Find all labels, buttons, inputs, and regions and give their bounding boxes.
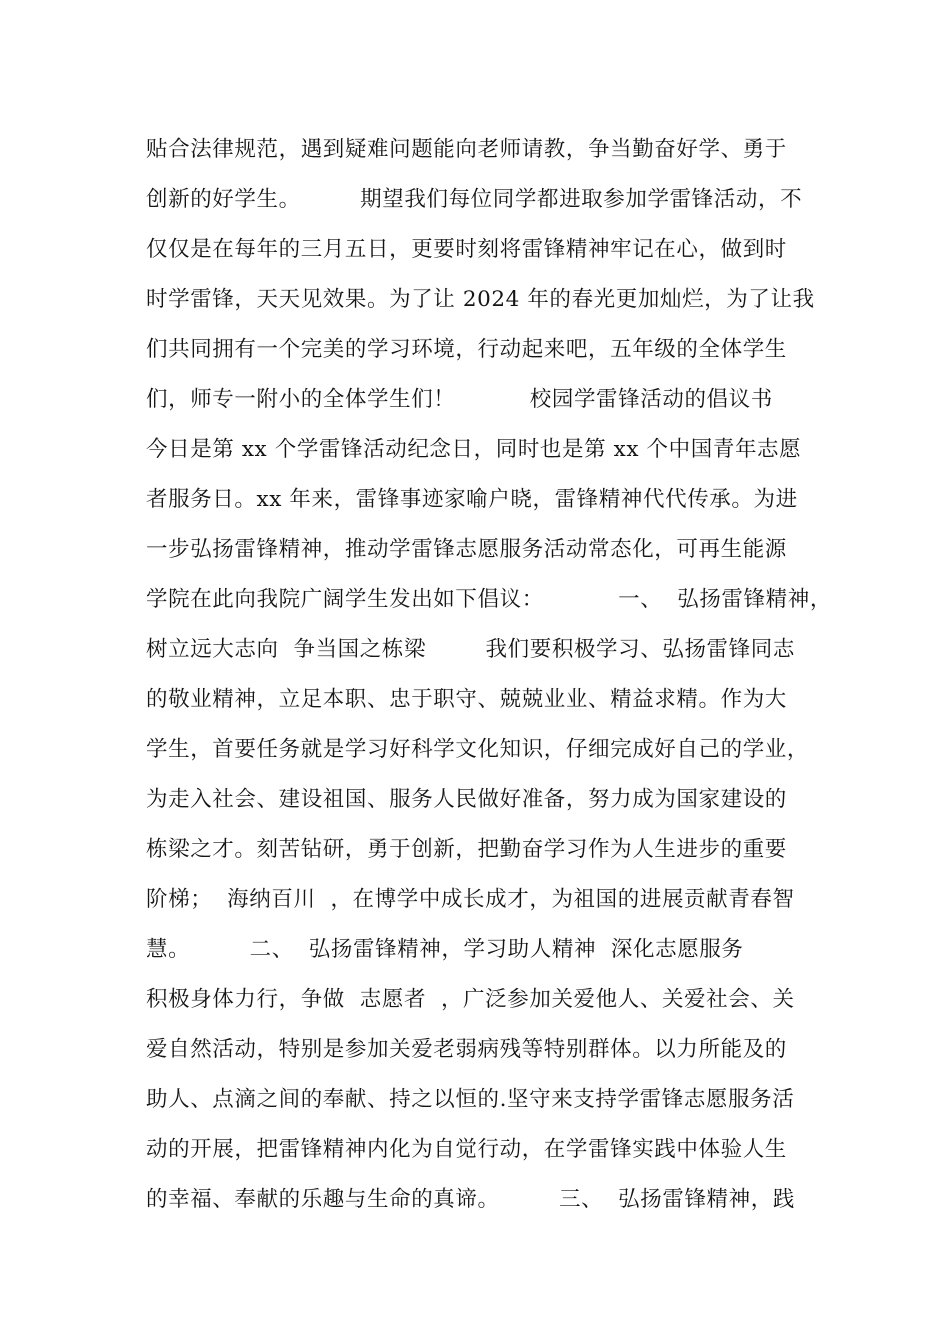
text-line: 们共同拥有一个完美的学习环境，行动起来吧，五年级的全体学生 (146, 337, 787, 362)
text-line: 们，师专一附小的全体学生们！ 校园学雷锋活动的倡议书 (146, 387, 773, 412)
text-line: 者服务日。xx 年来，雷锋事迹家喻户晓，雷锋精神代代传承。为进 (146, 487, 798, 512)
text-line: 助人、点滴之间的奉献、持之以恒的.坚守来支持学雷锋志愿服务活 (146, 1087, 795, 1112)
text-line: 的敬业精神，立足本职、忠于职守、兢兢业业、精益求精。作为大 (146, 687, 787, 712)
text-line: 贴合法律规范，遇到疑难问题能向老师请教，争当勤奋好学、勇于 (146, 137, 787, 162)
text-line: 学院在此向我院广阔学生发出如下倡议： 一、 弘扬雷锋精神， (146, 587, 832, 612)
text-line: 时学雷锋，天天见效果。为了让 2024 年的春光更加灿烂，为了让我 (146, 287, 815, 312)
text-line: 阶梯； 海纳百川 ，在博学中成长成才，为祖国的进展贡献青春智 (146, 887, 795, 912)
body-text (146, 125, 836, 1225)
text-line: 一步弘扬雷锋精神，推动学雷锋志愿服务活动常态化，可再生能源 (146, 537, 787, 562)
text-line: 动的开展，把雷锋精神内化为自觉行动，在学雷锋实践中体验人生 (146, 1137, 787, 1162)
text-line: 慧。 二、 弘扬雷锋精神，学习助人精神 深化志愿服务 (146, 937, 744, 962)
text-line: 今日是第 xx 个学雷锋活动纪念日，同时也是第 xx 个中国青年志愿 (146, 437, 802, 462)
text-line: 栋梁之才。刻苦钻研，勇于创新，把勤奋学习作为人生进步的重要 (146, 837, 787, 862)
text-line: 的幸福、奉献的乐趣与生命的真谛。 三、 弘扬雷锋精神，践 (146, 1187, 795, 1212)
text-line: 学生，首要任务就是学习好科学文化知识，仔细完成好自己的学业， (146, 737, 810, 762)
text-line: 积极身体力行，争做 志愿者 ，广泛参加关爱他人、关爱社会、关 (146, 987, 795, 1012)
text-line: 创新的好学生。 期望我们每位同学都进取参加学雷锋活动，不 (146, 187, 803, 212)
text-line: 为走入社会、建设祖国、服务人民做好准备，努力成为国家建设的 (146, 787, 787, 812)
text-line: 爱自然活动，特别是参加关爱老弱病残等特别群体。以力所能及的 (146, 1037, 787, 1062)
text-line: 仅仅是在每年的三月五日，更要时刻将雷锋精神牢记在心，做到时 (146, 237, 787, 262)
text-line: 树立远大志向 争当国之栋梁 我们要积极学习、弘扬雷锋同志 (146, 637, 795, 662)
